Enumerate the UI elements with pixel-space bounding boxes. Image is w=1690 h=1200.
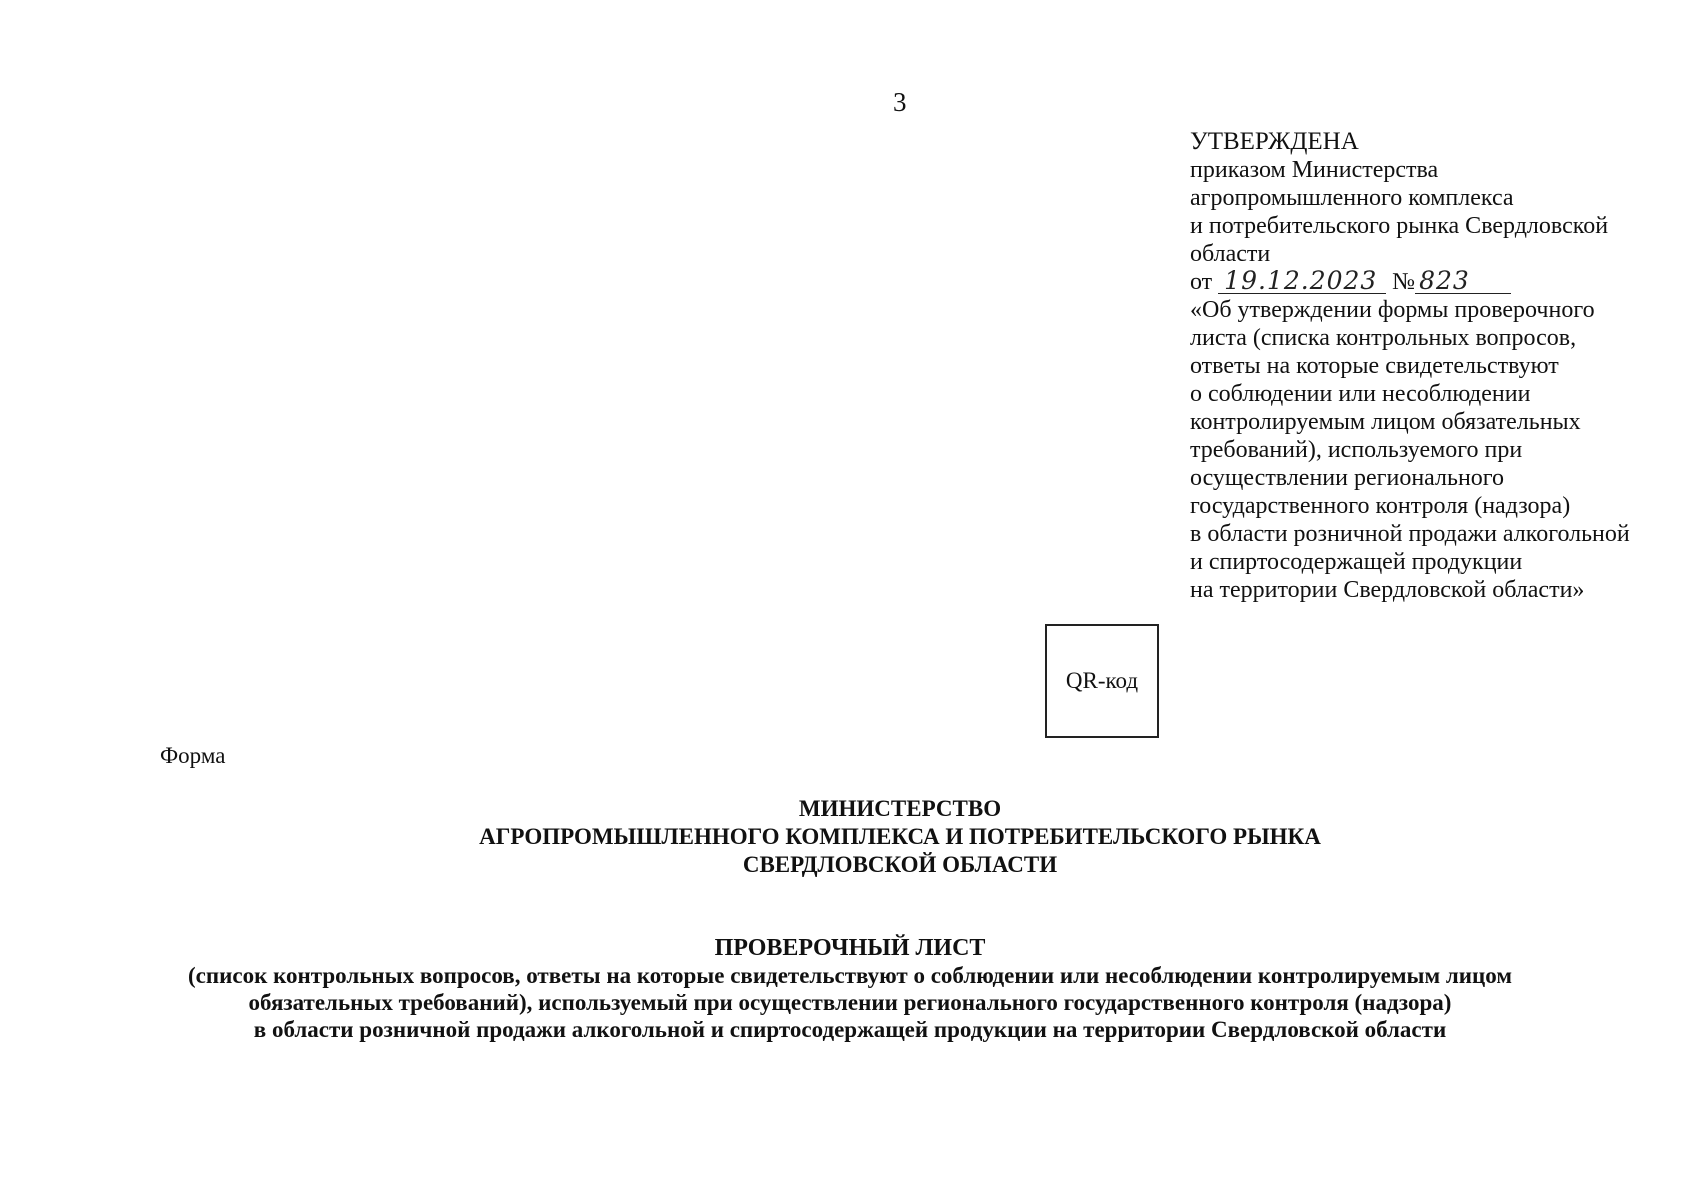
approval-block <box>1190 128 1660 604</box>
approval-subject-line: ответы на которые свидетельствуют <box>1190 353 1559 379</box>
checklist-heading <box>120 935 1580 1043</box>
handwritten-date: 19.12.2023 <box>1218 269 1386 294</box>
date-prefix: от <box>1190 269 1213 295</box>
qr-code-label: QR-код <box>1065 668 1139 693</box>
handwritten-number: 823 <box>1415 269 1511 294</box>
checklist-subtitle-line: обязательных требований), используемый при осуществлении регионального государственного контроля (надзора) <box>248 990 1452 1015</box>
approval-issuer-line: приказом Министерства <box>1190 157 1439 183</box>
checklist-subtitle-line: (список контрольных вопросов, ответы на которые свидетельствуют о соблюдении или несоблюдении контролируемым лицом <box>187 963 1513 988</box>
ministry-line: МИНИСТЕРСТВО <box>798 796 1002 821</box>
checklist-title: ПРОВЕРОЧНЫЙ ЛИСТ <box>714 935 986 961</box>
page-number: 3 <box>893 87 907 117</box>
approval-issuer-line: агропромышленного комплекса <box>1190 185 1514 211</box>
approval-date-line <box>1190 268 1660 296</box>
approval-issuer-line: и потребительского рынка Свердловской <box>1190 213 1609 239</box>
ministry-line: АГРОПРОМЫШЛЕННОГО КОМПЛЕКСА И ПОТРЕБИТЕЛЬСКОГО РЫНКА <box>479 824 1321 849</box>
approval-subject-line: и спиртосодержащей продукции <box>1190 549 1523 575</box>
approval-subject-line: в области розничной продажи алкогольной <box>1190 521 1630 547</box>
approval-subject-line: государственного контроля (надзора) <box>1190 493 1571 519</box>
approval-subject-line: на территории Свердловской области» <box>1190 577 1585 603</box>
ministry-heading <box>300 795 1500 879</box>
approval-subject-line: о соблюдении или несоблюдении <box>1190 381 1531 407</box>
approval-subject-line: «Об утверждении формы проверочного <box>1190 297 1595 323</box>
number-sign: № <box>1392 269 1416 295</box>
approval-subject-line: требований), используемого при <box>1190 437 1523 463</box>
qr-code-placeholder <box>1045 624 1159 738</box>
approval-issuer-line: области <box>1190 241 1271 267</box>
approval-subject-line: листа (списка контрольных вопросов, <box>1190 325 1577 351</box>
form-label: Форма <box>160 743 226 768</box>
approval-subject-line: осуществлении регионального <box>1190 465 1505 491</box>
checklist-subtitle-line: в области розничной продажи алкогольной и спиртосодержащей продукции на территории Свердловской области <box>253 1017 1447 1042</box>
approval-heading: УТВЕРЖДЕНА <box>1190 128 1359 155</box>
ministry-line: СВЕРДЛОВСКОЙ ОБЛАСТИ <box>742 852 1058 877</box>
approval-subject-line: контролируемым лицом обязательных <box>1190 409 1581 435</box>
